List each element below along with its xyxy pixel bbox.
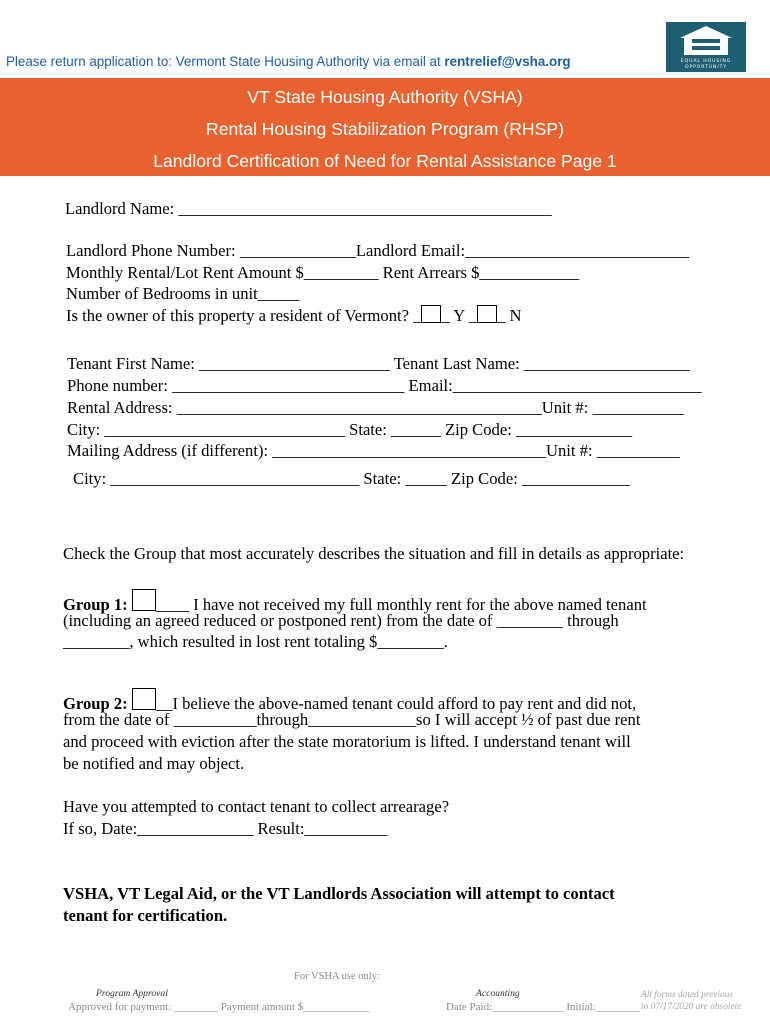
- title-banner: [0, 78, 770, 176]
- banner-title-program: Rental Housing Stabilization Program (RHSP): [206, 119, 564, 139]
- rental-address-field[interactable]: Rental Address: ____________________________________________Unit #: ___________: [67, 398, 684, 417]
- group-2-text-line-4: be notified and may object.: [63, 754, 245, 773]
- equal-housing-logo: [666, 22, 746, 72]
- return-email-link[interactable]: rentrelief@vsha.org: [444, 54, 571, 69]
- group-2-text: __I believe the above-named tenant could afford to pay rent and did not,: [155, 694, 637, 713]
- obsolete-forms-note-line-1: All forms dated previous: [641, 990, 734, 1000]
- date-paid-initial-field[interactable]: Date Paid:_____________ Initial:________: [446, 1001, 640, 1013]
- group-1-label: Group 1:: [63, 595, 128, 614]
- group-2-dates-field[interactable]: from the date of __________through_____________so I will accept ½ of past due rent: [63, 710, 641, 729]
- bedrooms-field[interactable]: Number of Bedrooms in unit_____: [66, 284, 300, 303]
- resident-no-label: _ N: [497, 306, 522, 325]
- group-2-label: Group 2:: [63, 694, 128, 713]
- certification-notice-line-1: VSHA, VT Legal Aid, or the VT Landlords Association will attempt to contact: [63, 884, 615, 903]
- vermont-resident-question: [66, 305, 522, 326]
- accounting-label: Accounting: [476, 988, 520, 999]
- group-2-checkbox[interactable]: [132, 688, 156, 710]
- resident-yes-checkbox[interactable]: [421, 305, 441, 323]
- obsolete-forms-note-line-2: to 07/17/2020 are obsolete: [641, 1002, 742, 1012]
- landlord-name-field[interactable]: Landlord Name: _____________________________________________: [65, 199, 552, 218]
- vsha-use-only-label: For VSHA use only:: [294, 971, 380, 982]
- equal-housing-house-icon: [666, 22, 746, 60]
- logo-caption-line-2: OPPORTUNITY: [684, 65, 728, 70]
- return-instructions: [6, 54, 571, 69]
- approved-payment-field[interactable]: Approved for payment: ________ Payment amount $____________: [68, 1001, 370, 1013]
- contact-attempt-question: Have you attempted to contact tenant to collect arrearage?: [63, 797, 450, 816]
- program-approval-label: Program Approval: [96, 988, 168, 999]
- return-instructions-text: Please return application to: Vermont State Housing Authority via email at: [6, 54, 445, 69]
- banner-title-form: Landlord Certification of Need for Rental Assistance Page 1: [153, 151, 617, 171]
- group-1-checkbox[interactable]: [132, 589, 156, 611]
- landlord-phone-email-field[interactable]: Landlord Phone Number: ______________Landlord Email:___________________________: [66, 241, 690, 260]
- tenant-phone-email-field[interactable]: Phone number: ____________________________ Email:______________________________: [67, 376, 702, 395]
- mailing-city-state-zip-field[interactable]: City: ______________________________ State: _____ Zip Code: _____________: [73, 469, 630, 488]
- resident-yes-label: _ Y _: [441, 306, 478, 325]
- banner-title-agency: VT State Housing Authority (VSHA): [247, 87, 523, 107]
- group-instructions: Check the Group that most accurately describes the situation and fill in details as appropriate:: [63, 544, 685, 563]
- group-1-dates-field[interactable]: (including an agreed reduced or postponed rent) from the date of ________ through: [63, 611, 619, 630]
- rent-amount-field[interactable]: Monthly Rental/Lot Rent Amount $_________ Rent Arrears $____________: [66, 263, 579, 282]
- group-1-text: ____ I have not received my full monthly rent for the above named tenant: [155, 595, 647, 614]
- group-1-lost-rent-field[interactable]: ________, which resulted in lost rent totaling $________.: [63, 632, 448, 651]
- tenant-name-field[interactable]: Tenant First Name: _______________________ Tenant Last Name: ____________________: [67, 354, 690, 373]
- resident-question-text: Is the owner of this property a resident of Vermont? _: [66, 306, 422, 325]
- group-2-text-line-3: and proceed with eviction after the state moratorium is lifted. I understand tenant will: [63, 732, 631, 751]
- mailing-address-field[interactable]: Mailing Address (if different): _________________________________Unit #: __________: [67, 441, 680, 460]
- tenant-city-state-zip-field[interactable]: City: _____________________________ State: ______ Zip Code: ______________: [67, 420, 633, 439]
- certification-notice-line-2: tenant for certification.: [63, 906, 228, 925]
- contact-date-result-field[interactable]: If so, Date:______________ Result:__________: [63, 819, 388, 838]
- resident-no-checkbox[interactable]: [477, 305, 497, 323]
- logo-caption-line-1: EQUAL HOUSING: [680, 59, 732, 64]
